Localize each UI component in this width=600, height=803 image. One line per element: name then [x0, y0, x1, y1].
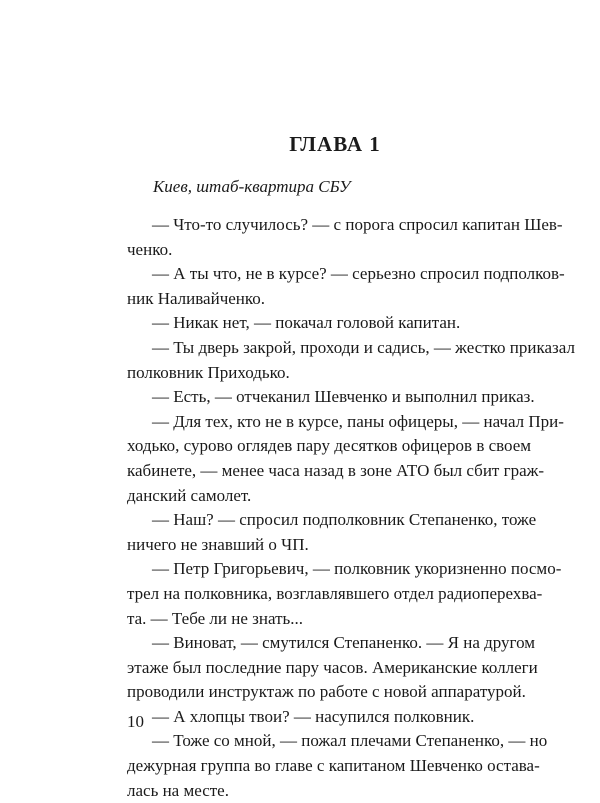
text-line: ник Наливайченко. — [127, 288, 266, 308]
chapter-title: ГЛАВА 1 — [289, 132, 381, 156]
text-line: — А хлопцы твои? — насупился полковник. — [152, 706, 475, 726]
text-line: — Есть, — отчеканил Шевченко и выполнил приказ. — [152, 387, 535, 407]
text-line: дежурная группа во главе с капитаном Шевченко остава- — [127, 756, 540, 776]
text-line: — Петр Григорьевич, — полковник укоризненно посмо- — [152, 559, 562, 579]
text-line: лась на месте. — [127, 780, 229, 800]
text-line: ходько, сурово оглядев пару десятков офицеров в своем — [127, 436, 532, 456]
text-line: — Для тех, кто не в курсе, паны офицеры, — начал При- — [152, 411, 564, 431]
location-heading: Киев, штаб-квартира СБУ — [153, 177, 351, 196]
text-line: — Тоже со мной, — пожал плечами Степаненко, — но — [152, 731, 548, 751]
text-line: трел на полковника, возглавлявшего отдел радиоперехва- — [127, 583, 543, 603]
text-line: — Виноват, — смутился Степаненко. — Я на другом — [152, 633, 536, 653]
text-line: кабинете, — менее часа назад в зоне АТО был сбит граж- — [127, 460, 545, 480]
text-line: — Что-то случилось? — с порога спросил капитан Шев- — [152, 215, 563, 234]
text-line: та. — Тебе ли не знать... — [127, 608, 304, 628]
page-number: 10 — [127, 712, 144, 731]
text-line: полковник Приходько. — [127, 362, 290, 382]
text-line: проводили инструктаж по работе с новой аппаратурой. — [127, 682, 526, 702]
text-line: этаже был последние пару часов. Американские коллеги — [127, 657, 538, 677]
text-line: — Никак нет, — покачал головой капитан. — [152, 313, 461, 333]
text-line: — А ты что, не в курсе? — серьезно спросил подполков- — [152, 264, 565, 284]
text-line: — Ты дверь закрой, проходи и садись, — жестко приказал — [152, 337, 575, 357]
text-line: данский самолет. — [127, 485, 252, 505]
text-line: ничего не знавший о ЧП. — [127, 534, 309, 554]
body-text — [127, 213, 575, 803]
text-line: ченко. — [127, 239, 173, 259]
text-line: — Наш? — спросил подполковник Степаненко, тоже — [152, 510, 537, 530]
